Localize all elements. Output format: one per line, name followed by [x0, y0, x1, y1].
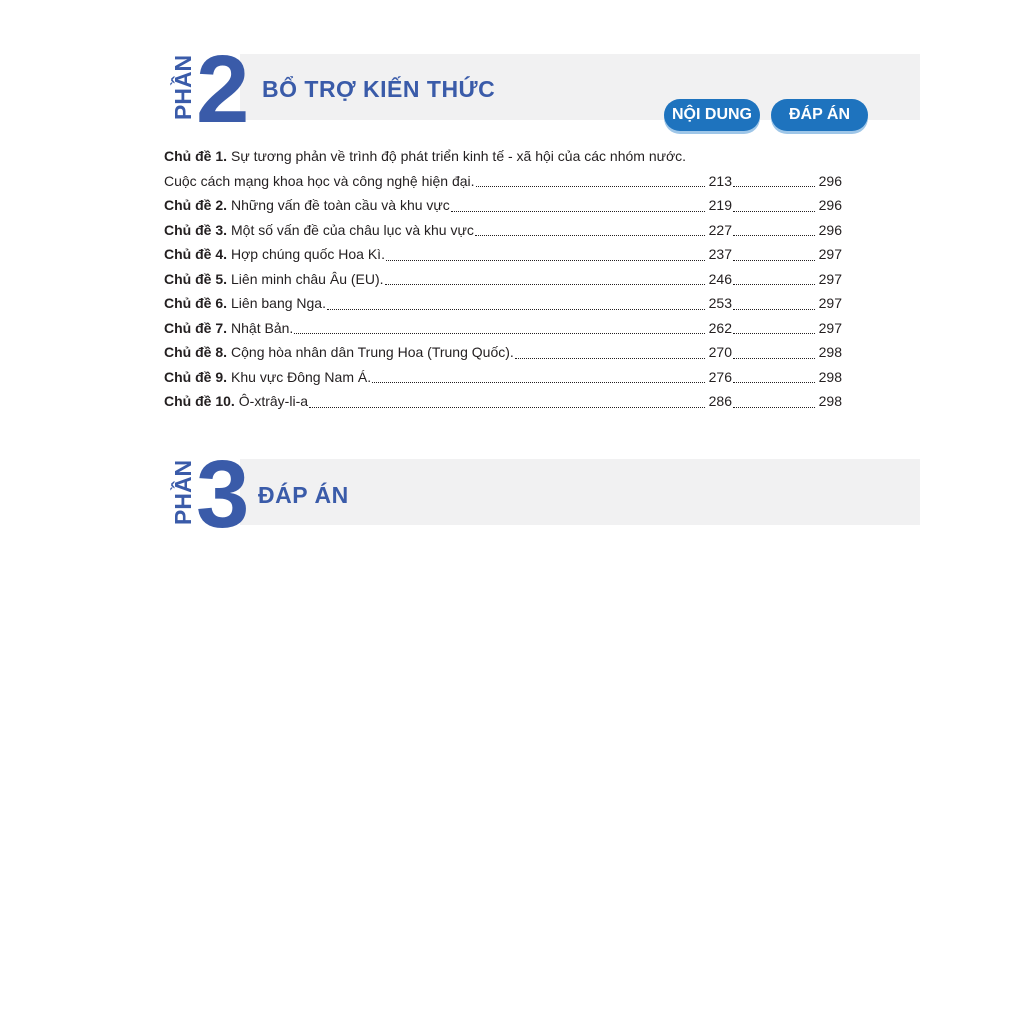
part2-label: PHẦN — [170, 54, 196, 120]
part3-number: 3 — [196, 441, 246, 548]
answers-button[interactable]: ĐÁP ÁN — [771, 99, 868, 131]
toc-leader-dots — [733, 323, 815, 334]
toc-title: Những vấn đề toàn cầu và khu vực — [231, 197, 450, 213]
toc-page-number: 237 — [708, 246, 732, 262]
toc-answer-page-number: 296 — [818, 197, 842, 213]
toc-leader-dots — [294, 323, 705, 334]
toc-row — [164, 389, 842, 414]
toc-page-number: 276 — [708, 368, 732, 385]
toc-topic: Chủ đề 8. — [164, 344, 228, 360]
toc-answer-page-number: 297 — [818, 319, 842, 336]
toc-leader-dots — [372, 372, 705, 383]
toc-answer-page-number: 297 — [818, 295, 842, 311]
toc-leader-dots — [386, 250, 705, 261]
toc-topic: Chủ đề 9. — [164, 368, 228, 385]
toc-page-number: 246 — [708, 270, 732, 287]
toc-topic: Chủ đề 6. — [164, 295, 228, 311]
toc-answer-page-number: 296 — [818, 221, 842, 238]
toc-topic: Chủ đề 5. — [164, 270, 228, 287]
toc-topic: Chủ đề 2. — [164, 197, 228, 213]
toc-row — [164, 169, 842, 194]
part2-title: BỔ TRỢ KIẾN THỨC — [262, 76, 496, 102]
toc-topic: Chủ đề 3. — [164, 221, 228, 238]
toc-title: Liên minh châu Âu (EU). — [231, 270, 384, 287]
toc-leader-dots — [327, 299, 705, 310]
toc-row — [164, 340, 842, 365]
toc-page-number: 213 — [708, 172, 732, 189]
toc-title: Ô-xtrây-li-a — [238, 393, 309, 409]
toc-row — [164, 365, 842, 390]
toc-page-number: 227 — [708, 221, 732, 238]
toc-topic: Chủ đề 4. — [164, 246, 228, 262]
toc-title: Hợp chúng quốc Hoa Kì. — [231, 246, 385, 262]
toc-answer-page-number: 298 — [818, 344, 842, 360]
toc-answer-page-number: 296 — [818, 172, 842, 189]
toc-topic: Chủ đề 10. — [164, 393, 235, 409]
toc-page-number: 262 — [708, 319, 732, 336]
toc-title: Nhật Bản. — [231, 319, 294, 336]
toc-page-number: 270 — [708, 344, 732, 360]
toc-row — [164, 193, 842, 218]
toc-leader-dots — [733, 274, 815, 285]
toc-leader-dots — [385, 274, 705, 285]
toc-leader-dots — [475, 225, 705, 236]
toc-leader-dots — [733, 250, 815, 261]
toc-leader-dots — [451, 201, 705, 212]
toc-intro-row — [164, 144, 842, 169]
toc-title: Liên bang Nga. — [231, 295, 326, 311]
toc-row — [164, 316, 842, 341]
toc-answer-page-number: 298 — [818, 368, 842, 385]
toc-leader-dots — [515, 348, 705, 359]
toc-row — [164, 267, 842, 292]
toc-topic: Chủ đề 7. — [164, 319, 228, 336]
content-button[interactable]: NỘI DUNG — [664, 99, 760, 131]
toc-leader-dots — [733, 225, 815, 236]
part3-title: ĐÁP ÁN — [258, 482, 349, 508]
toc-answer-page-number: 297 — [818, 246, 842, 262]
toc-page-number: 219 — [708, 197, 732, 213]
toc-row — [164, 218, 842, 243]
toc-page-number: 286 — [708, 393, 732, 409]
toc-row — [164, 291, 842, 316]
toc-title: Sự tương phản về trình độ phát triển kinh tế - xã hội của các nhóm nước. — [231, 148, 687, 164]
toc-topic: Chủ đề 1. — [164, 148, 228, 164]
toc-leader-dots — [733, 299, 815, 310]
toc-page-number: 253 — [708, 295, 732, 311]
toc-leader-dots — [476, 176, 705, 187]
part2-number: 2 — [196, 36, 246, 143]
toc-leader-dots — [733, 176, 815, 187]
toc-leader-dots — [309, 397, 705, 408]
toc-title: Cuộc cách mạng khoa học và công nghệ hiện đại. — [164, 172, 475, 189]
toc-leader-dots — [733, 372, 815, 383]
table-of-contents — [164, 144, 842, 414]
toc-title: Cộng hòa nhân dân Trung Hoa (Trung Quốc). — [231, 344, 514, 360]
toc-leader-dots — [733, 397, 815, 408]
toc-title: Khu vực Đông Nam Á. — [231, 368, 372, 385]
toc-leader-dots — [733, 201, 815, 212]
toc-answer-page-number: 297 — [818, 270, 842, 287]
toc-leader-dots — [733, 348, 815, 359]
part3-label: PHẦN — [170, 459, 196, 525]
toc-row — [164, 242, 842, 267]
toc-title: Một số vấn đề của châu lục và khu vực — [231, 221, 474, 238]
toc-answer-page-number: 298 — [818, 393, 842, 409]
